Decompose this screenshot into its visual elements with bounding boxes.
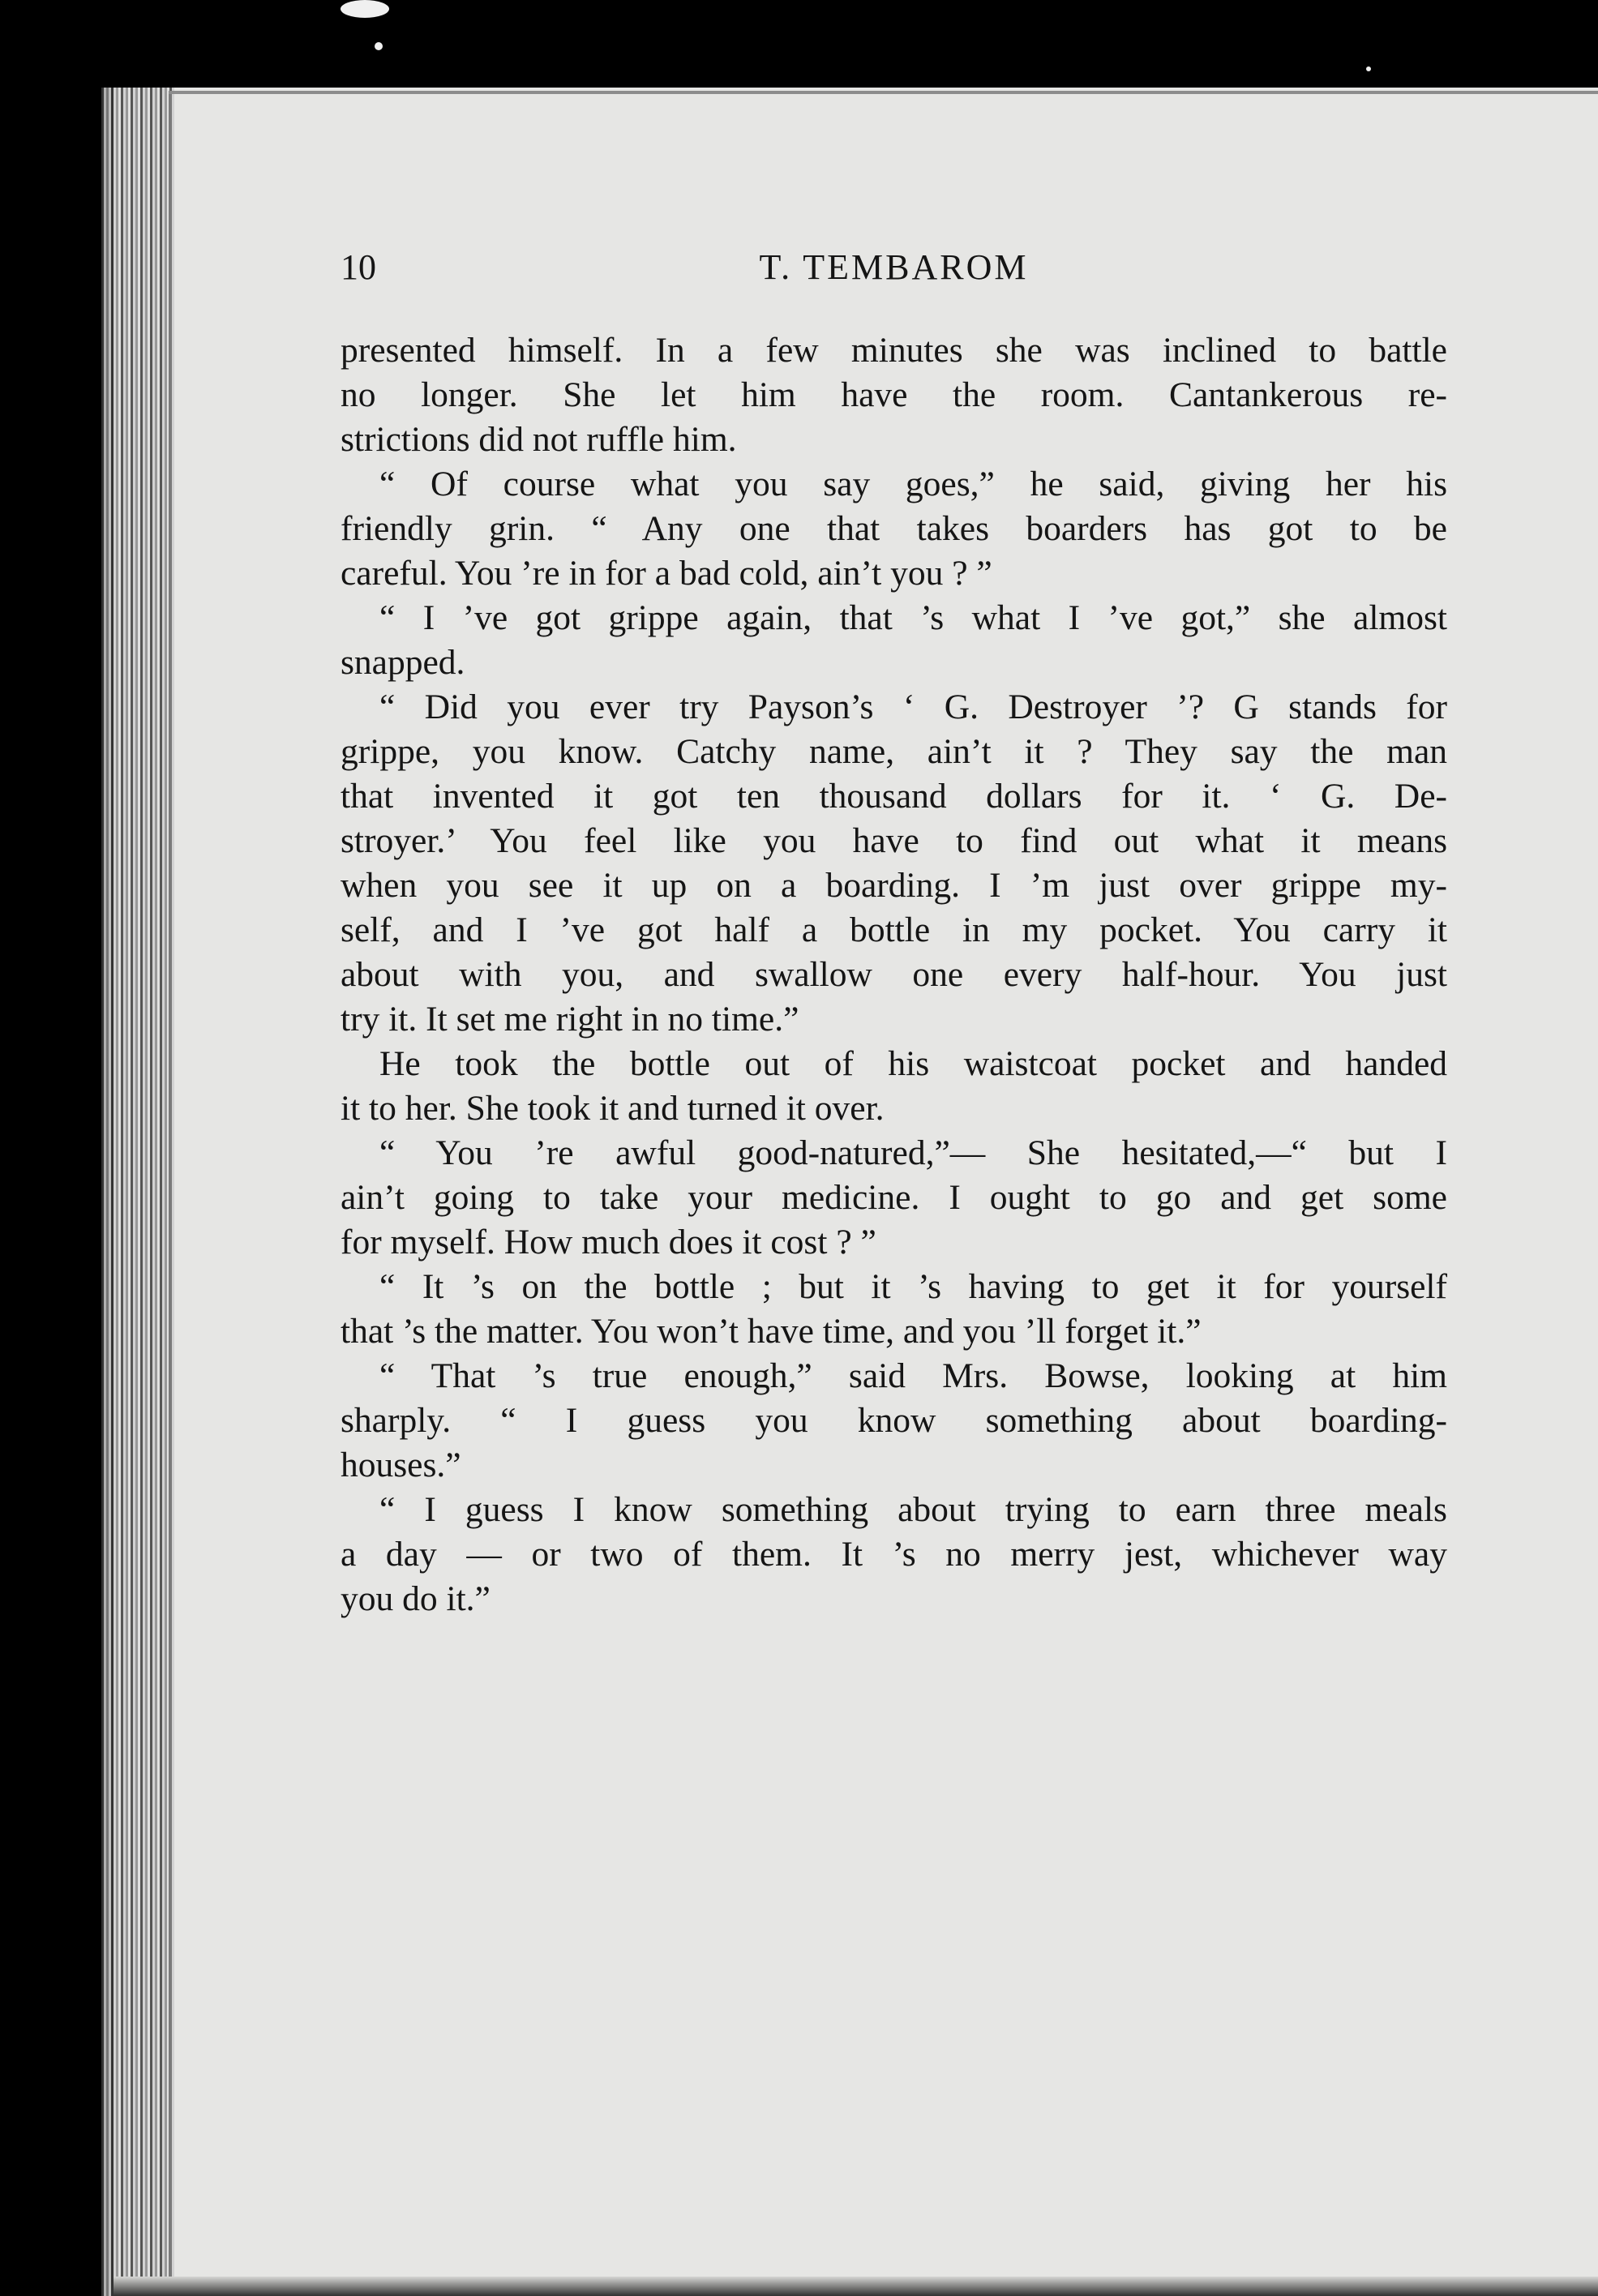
body-text — [341, 328, 1447, 1621]
text-line: ain’t going to take your medicine. I ought to go and get some — [341, 1178, 1447, 1217]
page-edges — [101, 88, 174, 2296]
page-top-edge — [169, 91, 1598, 94]
text-line: snapped. — [341, 643, 465, 682]
text-line: grippe, you know. Catchy name, ain’t it ? They say the man — [341, 732, 1447, 771]
text-line: “ That ’s true enough,” said Mrs. Bowse, looking at him — [379, 1356, 1447, 1395]
text-line: no longer. She let him have the room. Cantankerous re- — [341, 375, 1447, 414]
text-line: “ You ’re awful good-natured,”— She hesitated,—“ but I — [379, 1133, 1447, 1172]
text-line: “ I guess I know something about trying to earn three meals — [379, 1490, 1447, 1529]
text-line: presented himself. In a few minutes she was inclined to battle — [341, 331, 1447, 370]
page-edge-rule — [169, 91, 172, 2292]
text-line: careful. You ’re in for a bad cold, ain’t you ? ” — [341, 554, 992, 593]
text-line: that invented it got ten thousand dollars for it. ‘ G. De- — [341, 777, 1447, 816]
text-line: about with you, and swallow one every half-hour. You just — [341, 955, 1447, 994]
text-line: He took the bottle out of his waistcoat pocket and handed — [379, 1044, 1447, 1083]
text-line: houses.” — [341, 1446, 461, 1484]
text-line: a day — or two of them. It ’s no merry jest, whichever way — [341, 1535, 1447, 1574]
text-line: “ It ’s on the bottle ; but it ’s having to get it for yourself — [379, 1267, 1447, 1306]
text-line: friendly grin. “ Any one that takes boarders has got to be — [341, 509, 1447, 548]
page-number: 10 — [341, 247, 376, 287]
page-bottom-shadow — [114, 2277, 1598, 2296]
text-line: strictions did not ruffle him. — [341, 420, 737, 459]
running-head — [341, 243, 1447, 292]
text-line: for myself. How much does it cost ? ” — [341, 1223, 876, 1262]
text-line: try it. It set me right in no time.” — [341, 1000, 799, 1039]
text-line: when you see it up on a boarding. I ’m just over grippe my- — [341, 866, 1447, 905]
scan-speck — [341, 0, 389, 18]
text-line: sharply. “ I guess you know something about boarding- — [341, 1401, 1447, 1440]
text-line: stroyer.’ You feel like you have to find out what it means — [341, 821, 1447, 860]
text-line: it to her. She took it and turned it over. — [341, 1089, 885, 1128]
book-title: T. TEMBAROM — [759, 247, 1029, 287]
text-line: “ I ’ve got grippe again, that ’s what I ’ve got,” she almost — [379, 598, 1447, 637]
text-line: self, and I ’ve got half a bottle in my pocket. You carry it — [341, 910, 1447, 949]
scan-speck — [375, 42, 383, 50]
text-line: that ’s the matter. You won’t have time, and you ’ll forget it.” — [341, 1312, 1202, 1351]
text-line: “ Did you ever try Payson’s ‘ G. Destroyer ’? G stands for — [379, 688, 1447, 726]
scan-speck — [1366, 66, 1371, 71]
text-line: “ Of course what you say goes,” he said, giving her his — [379, 465, 1447, 503]
text-line: you do it.” — [341, 1579, 491, 1618]
